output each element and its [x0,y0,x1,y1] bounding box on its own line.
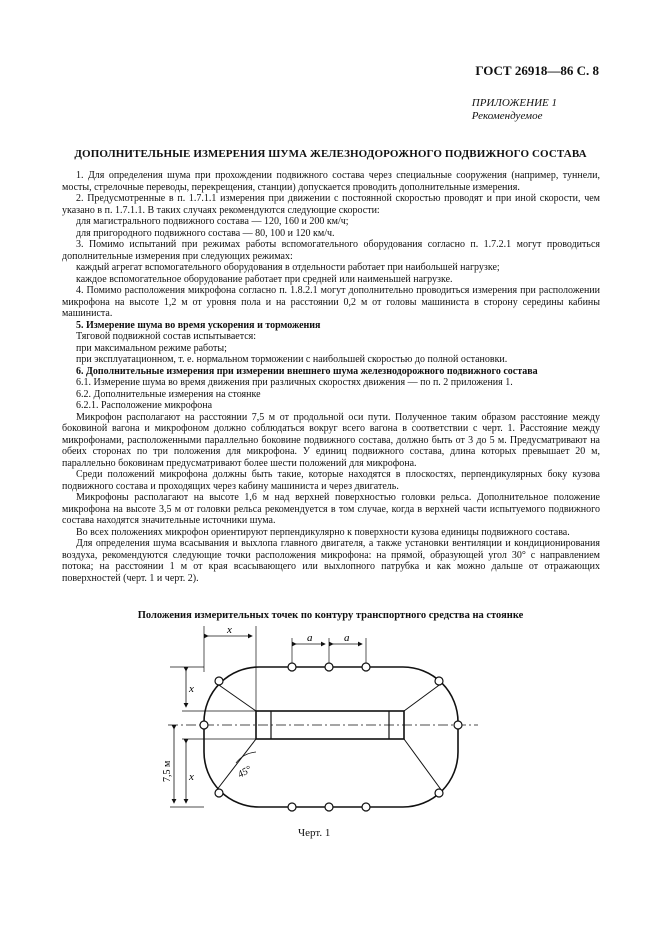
paragraph: 3. Помимо испытаний при режимах работы вспомогательного оборудования согласно п. 1.7.2.1 могут проводиться дополнительные измерения при следующих режимах: [62,239,600,262]
mic-point [362,803,370,811]
label-x-lower: x [189,771,194,783]
mic-point [200,721,208,729]
label-angle: 45° [236,764,254,781]
label-x-upper: x [189,683,194,695]
paragraph: Среди положений микрофона должны быть такие, которые находятся в плоскостях, перпендикулярных боку кузова подвижного состава и проходящих через кабину машиниста и через двигатель. [62,469,600,492]
paragraph: для магистрального подвижного состава — 120, 160 и 200 км/ч; [76,216,349,227]
paragraph: 4. Помимо расположения микрофона согласно п. 1.8.2.1 могут дополнительно проводиться измерения при расположении микрофона на высоте 1,2 м от уровня пола и на расстоянии 0,2 м от головы машиниста в сторону середины кабины машиниста. [62,285,600,319]
paragraph: Для определения шума всасывания и выхлопа главного двигателя, а также установки вентиляции и кондиционирования воздуха, рекомендуются следующие точки расположения микрофона: на прямой, образующей угол 30° с направлением потока; на расстоянии 1 м от края всасывающего или выхлопного патрубка и как можно дальше от отражающих поверхностей (черт. 1 и черт. 2). [62,538,600,584]
appendix-sublabel: Рекомендуемое [471,110,543,122]
paragraph: 6.2. Дополнительные измерения на стоянке [76,388,261,400]
paragraph: Тяговой подвижной состав испытывается: [76,331,257,342]
section-heading: 6. Дополнительные измерения при измерении внешнего шума железнодорожного подвижного состава [76,365,538,377]
diagonal-line [404,683,442,711]
diagonal-line [216,739,256,791]
paragraph: 2. Предусмотренные в п. 1.7.1.1 измерения при движении с постоянной скоростью проводят и при иной скорости, чем указано в п. 1.7.1.1. В таких случаях рекомендуются следующие скорости: [62,193,600,216]
mic-point [288,803,296,811]
mic-point [215,789,223,797]
section-heading: 5. Измерение шума во время ускорения и торможения [76,319,321,331]
mic-point [325,663,333,671]
figure-title: Положения измерительных точек по контуру транспортного средства на стоянке [137,610,524,621]
contour-outline [204,667,458,807]
diagonal-line [404,739,442,791]
paragraph: 1. Для определения шума при прохождении подвижного состава через специальные сооружения (например, туннели, мосты, стрелочные переводы, перекрещения, станции) допускается проводить дополнительные измерения. [62,170,600,193]
paragraph: Микрофоны располагают на высоте 1,6 м над верхней поверхностью головки рельса. Дополнительное положение микрофона на высоте 3,5 м от головки рельса рекомендуется в том случае, когда в верхней части испытуемого подвижного состава находятся значительные источники шума. [62,492,600,526]
appendix-label: ПРИЛОЖЕНИЕ 1 [471,97,557,109]
label-7-5m: 7,5 м [162,760,173,782]
mic-point [435,677,443,685]
label-a-1: a [307,632,313,644]
body-text [62,170,600,584]
label-a-2: a [344,632,350,644]
mic-point [362,663,370,671]
paragraph: для пригородного подвижного состава — 80, 100 и 120 км/ч. [76,227,335,239]
mic-point [454,721,462,729]
mic-point [325,803,333,811]
mic-point [215,677,223,685]
paragraph: 6.1. Измерение шума во время движения при различных скоростях движения — по п. 2 приложения 1. [76,377,513,388]
mic-point [435,789,443,797]
diagonal-line [216,683,256,711]
page-header: ГОСТ 26918—86 С. 8 [475,63,599,78]
mic-point [288,663,296,671]
appendix-label-block [472,97,557,123]
paragraph: при эксплуатационном, т. е. нормальном торможении с наибольшей скоростью до полной остановки. [76,354,508,365]
document-title: ДОПОЛНИТЕЛЬНЫЕ ИЗМЕРЕНИЯ ШУМА ЖЕЛЕЗНОДОРОЖНОГО ПОДВИЖНОГО СОСТАВА [74,148,587,160]
measurement-points-diagram [150,622,480,827]
label-x-top: x [227,624,232,636]
paragraph: 6.2.1. Расположение микрофона [76,400,213,411]
paragraph: Во всех положениях микрофон ориентируют перпендикулярно к поверхности кузова единицы подвижного состава. [76,526,570,538]
paragraph: Микрофон располагают на расстоянии 7,5 м от продольной оси пути. Полученное таким образом расстояние между боковиной вагона и микрофоном должно соблюдаться вокруг всего вагона в соответствии с черт. 1. Расстояние между микрофонами, расположенными параллельно боковине подвижного состава, должно быть от 3 до 5 м. Предусматривают на обеих сторонах по три положения для микрофона. У единиц подвижного состава, длина которых превышает 20 м, параллельно боковинам предусматривают более шести положений для микрофона. [62,411,600,469]
paragraph: при максимальном режиме работы; [76,342,227,354]
paragraph: каждое вспомогательное оборудование работает при средней или наименьшей нагрузке. [76,273,453,285]
paragraph: каждый агрегат вспомогательного оборудования в отдельности работает при наибольшей нагрузке; [76,262,500,273]
figure-caption: Черт. 1 [298,827,331,839]
